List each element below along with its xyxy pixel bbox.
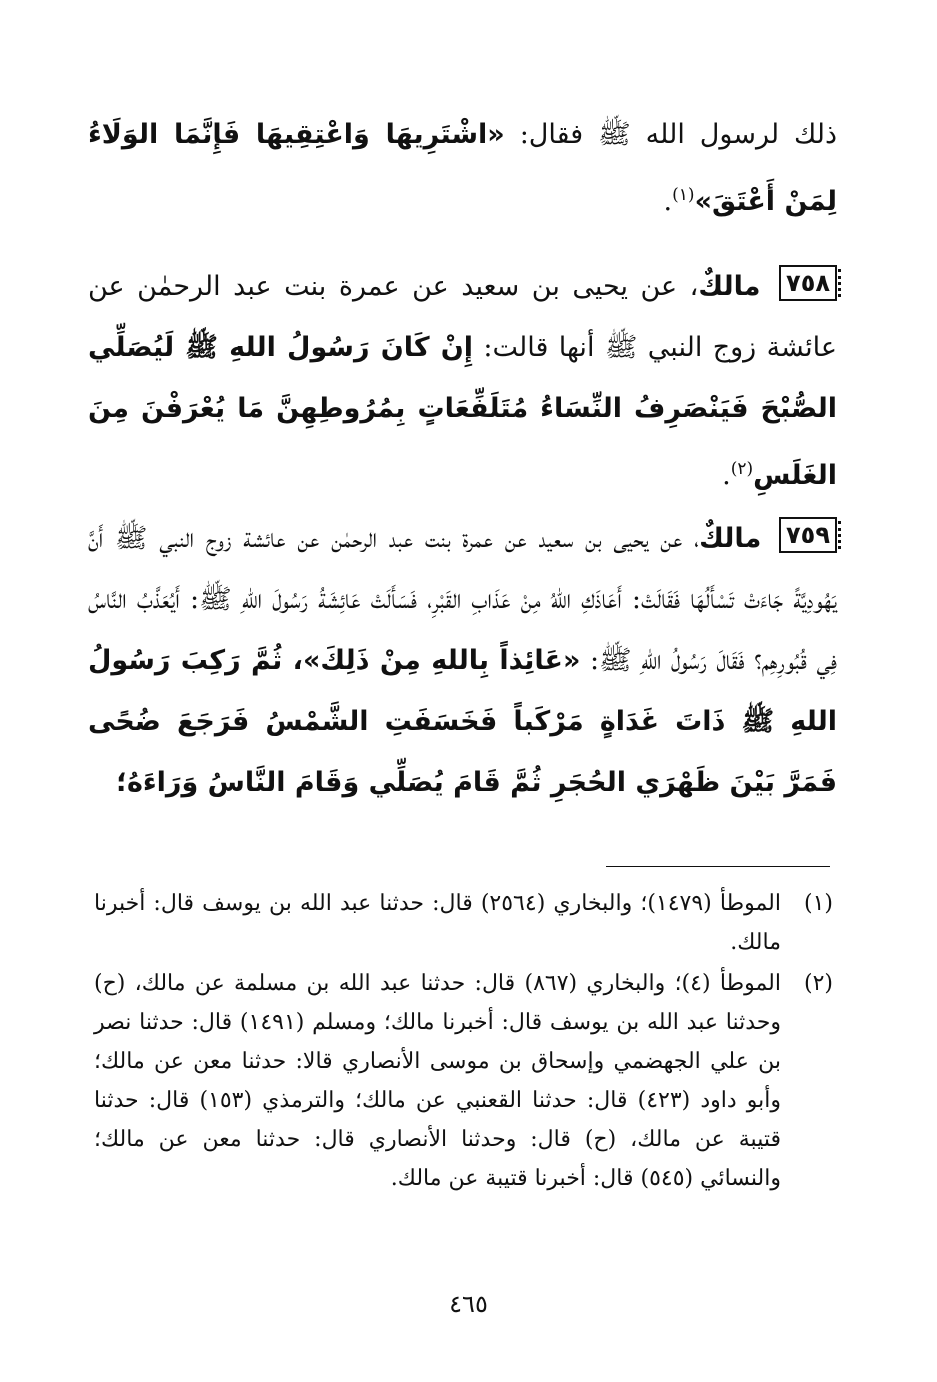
footnote-text: الموطأ (١٤٧٩)؛ والبخاري (٢٥٦٤) قال: حدثنا عبد الله بن يوسف قال: أخبرنا مالك. bbox=[94, 891, 781, 955]
footnote-ref-2[interactable]: (٢) bbox=[730, 459, 754, 479]
footnote-1 bbox=[94, 884, 833, 962]
hadith-text: إِنْ كَانَ رَسُولُ اللهِ ﷺ لَيُصَلِّي الصُّبْحَ فَيَنْصَرِفُ النِّسَاءُ مُتَلَفِّعَاتٍ بِمُرُوطِهِنَّ مَا يُعْرَفْنَ مِنَ الغَلَسِ bbox=[88, 332, 837, 491]
paragraph-continuation bbox=[88, 104, 837, 232]
footnote-text: الموطأ (٤)؛ والبخاري (٨٦٧) قال: حدثنا عبد الله بن مسلمة عن مالك، (ح) وحدثنا عبد الله بن يوسف قال: أخبرنا مالك؛ ومسلم (١٤٩١) قال: حدثنا نصر بن علي الجهضمي وإسحاق بن موسى الأنصاري قالا: حدثنا معن عن مالك؛ وأبو داود (٤٢٣) قال: حدثنا القعنبي عن مالك؛ والترمذي (١٥٣) قال: حدثنا قتيبة عن مالك، (ح) قال: وحدثنا الأنصاري قال: حدثنا معن عن مالك؛ والنسائي (٥٤٥) قال: أخبرنا قتيبة عن مالك. bbox=[94, 971, 781, 1191]
prophet-quote: «اشْتَرِيهَا وَاعْتِقِيهَا فَإِنَّمَا الوَلَاءُ لِمَنْ أَعْتَقَ» bbox=[88, 119, 837, 217]
hadith-number-badge: ٧٥٨ bbox=[779, 265, 837, 301]
footnote-divider bbox=[606, 866, 830, 867]
isnad-text: ، عن يحيى بن سعيد عن عمرة بنت عبد الرحمٰن عن عائشة زوج النبي ﷺ أنها قالت: bbox=[88, 271, 837, 363]
hadith-text: ثُمَّ رَكِبَ رَسُولُ اللهِ ﷺ ذَاتَ غَدَاةٍ مَرْكَباً فَخَسَفَتِ الشَّمْسُ فَرَجَعَ ضُحًى فَمَرَّ بَيْنَ ظَهْرَي الحُجَرِ ثُمَّ قَامَ يُصَلِّي وَقَامَ النَّاسُ وَرَاءَهُ؛ bbox=[88, 645, 837, 798]
footnotes bbox=[94, 884, 833, 1200]
hadith-759 bbox=[88, 508, 837, 813]
footnote-number: (٢) bbox=[803, 971, 833, 996]
sentence-end: . bbox=[722, 460, 731, 491]
prophet-quote: «عَائِذاً بِاللهِ مِنْ ذَلِكَ» bbox=[302, 645, 581, 676]
narrator-name: مالكٌ bbox=[699, 523, 762, 554]
page-number: ٤٦٥ bbox=[449, 1290, 488, 1318]
footnote-number: (١) bbox=[803, 891, 833, 916]
sentence-end: . bbox=[663, 186, 673, 217]
narrator-name: مالكٌ bbox=[698, 271, 761, 302]
footnote-ref-1[interactable]: (١) bbox=[672, 185, 695, 205]
hadith-758 bbox=[88, 256, 837, 506]
separator: ، bbox=[282, 645, 303, 676]
intro-text: ذلك لرسول الله ﷺ فقال: bbox=[504, 119, 837, 150]
isnad-text: ، عن يحيى بن سعيد عن عمرة بنت عبد الرحمٰن عن عائشة زوج النبي ﷺ أَنَّ يَهُودِيَّةً جَاءَتْ تَسْأَلُهَا فَقَالَتْ: أَعَاذَكِ اللهُ مِنْ عَذَابِ القَبْرِ، فَسَأَلَتْ عَائِشَةُ رَسُولَ اللهِ ﷺ: أَيُعَذَّبُ النَّاسُ فِي قُبُورِهِم؟ فَقَالَ رَسُولُ اللهِ ﷺ: bbox=[88, 523, 838, 676]
hadith-number-badge: ٧٥٩ bbox=[779, 517, 837, 553]
footnote-2 bbox=[94, 964, 833, 1198]
